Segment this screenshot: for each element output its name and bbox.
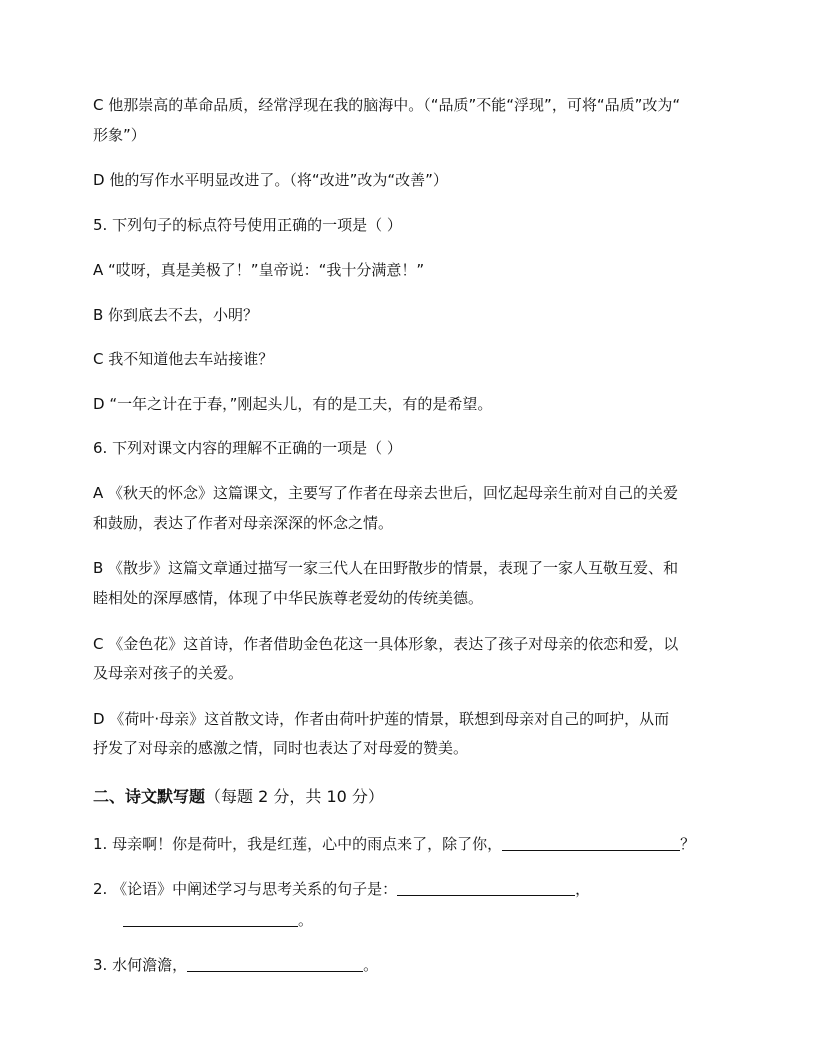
q5-option-d: D “一年之计在于春，”刚起头儿，有的是工夫，有的是希望。 — [93, 395, 493, 413]
question-5: 5. 下列句子的标点符号使用正确的一项是（ ） — [93, 216, 402, 234]
fill-q3-blank[interactable] — [187, 957, 363, 972]
question-6: 6. 下列对课文内容的理解不正确的一项是（ ） — [93, 439, 402, 457]
fill-q1-end: ？ — [680, 835, 696, 853]
q6-option-a-line2: 和鼓励，表达了作者对母亲深深的怀念之情。 — [93, 514, 394, 532]
fill-q3-text: 3. 水何澹澹， — [93, 956, 188, 974]
option-c-line2: 形象”） — [93, 126, 146, 144]
fill-q2-blank-2[interactable] — [123, 912, 298, 927]
fill-question-3 — [93, 957, 378, 973]
fill-question-1 — [93, 836, 695, 852]
option-d-line: D 他的写作水平明显改进了。（将“改进”改为“改善”） — [93, 171, 448, 189]
q6-option-a-line1: A 《秋天的怀念》这篇课文，主要写了作者在母亲去世后，回忆起母亲生前对自己的关爱 — [93, 484, 679, 502]
option-c-line1: C 他那崇高的革命品质，经常浮现在我的脑海中。（“品质”不能“浮现”，可将“品质”改为“ — [93, 96, 681, 114]
q6-option-d-line1: D 《荷叶·母亲》这首散文诗，作者由荷叶护莲的情景，联想到母亲对自己的呵护，从而 — [93, 710, 670, 728]
section-2-heading — [93, 788, 384, 806]
section-2-title: 二、诗文默写题 — [93, 787, 206, 806]
q6-option-b-line1: B 《散步》这篇文章通过描写一家三代人在田野散步的情景，表现了一家人互敬互爱、和 — [93, 559, 679, 577]
q5-option-c: C 我不知道他去车站接谁？ — [93, 350, 274, 368]
fill-q2-text: 2. 《论语》中阐述学习与思考关系的句子是： — [93, 880, 398, 898]
q6-option-d-line2: 抒发了对母亲的感激之情，同时也表达了对母爱的赞美。 — [93, 739, 469, 757]
section-2-note: （每题 2 分，共 10 分） — [205, 787, 384, 806]
q5-option-b: B 你到底去不去，小明？ — [93, 306, 259, 324]
fill-q2-comma: ， — [575, 880, 591, 898]
q6-option-c-line1: C 《金色花》这首诗，作者借助金色花这一具体形象，表达了孩子对母亲的依恋和爱，以 — [93, 635, 679, 653]
fill-question-2 — [93, 881, 590, 897]
fill-q1-text: 1. 母亲啊！你是荷叶，我是红莲，心中的雨点来了，除了你， — [93, 835, 503, 853]
fill-q3-end: 。 — [363, 956, 379, 974]
q5-option-a: A “哎呀，真是美极了！”皇帝说：“我十分满意！” — [93, 261, 425, 279]
q6-option-b-line2: 睦相处的深厚感情，体现了中华民族尊老爱幼的传统美德。 — [93, 589, 484, 607]
fill-q1-blank[interactable] — [502, 836, 680, 851]
fill-question-2-cont — [123, 912, 313, 928]
fill-q2-end: 。 — [298, 911, 314, 929]
fill-q2-blank-1[interactable] — [397, 881, 575, 896]
q6-option-c-line2: 及母亲对孩子的关爱。 — [93, 664, 244, 682]
